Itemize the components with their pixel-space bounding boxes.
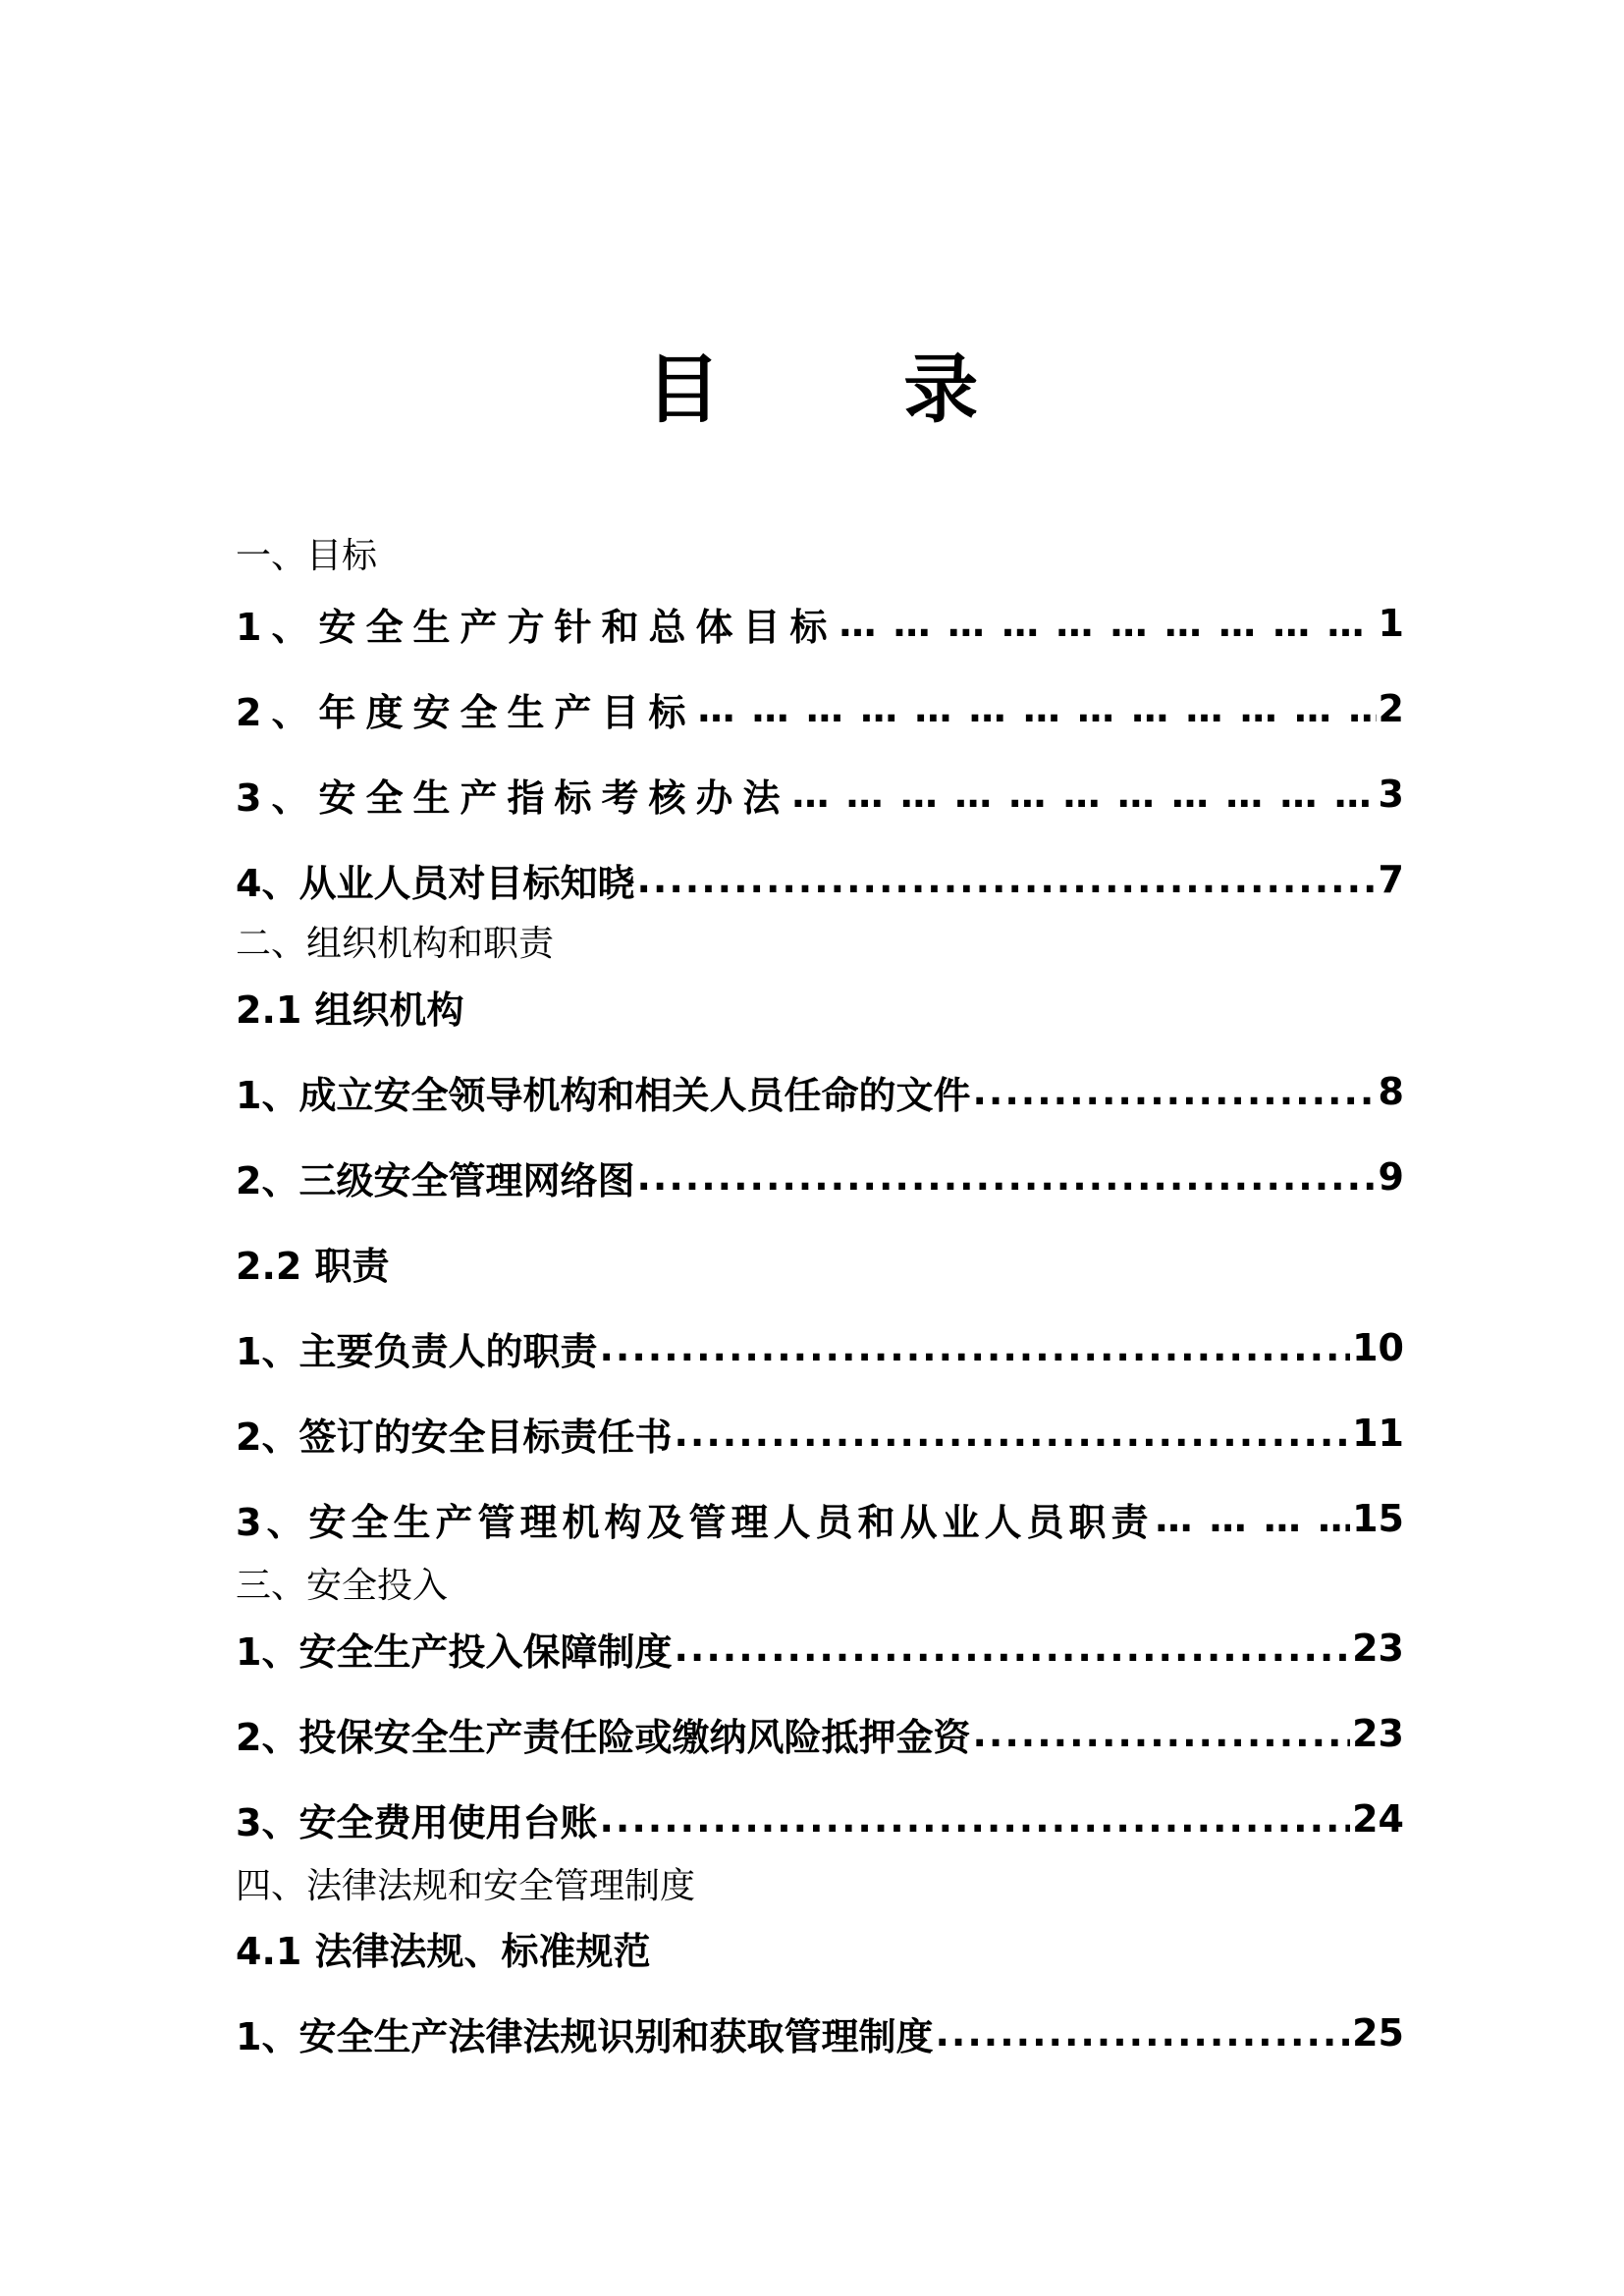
toc-entry[interactable] (236, 767, 1404, 822)
toc-entry-leader (935, 2011, 1350, 2055)
toc-entry-page-number: 10 (1352, 1326, 1404, 1369)
toc-entry-page-number: 23 (1352, 1627, 1404, 1670)
toc-entry-title: 2、签订的安全目标责任书 (236, 1415, 673, 1459)
toc-entry[interactable] (236, 1064, 1404, 1119)
toc-entry[interactable] (236, 1621, 1404, 1676)
toc-entry-page-number: 7 (1378, 858, 1404, 901)
toc-entry-title: 3、安全费用使用台账 (236, 1800, 598, 1844)
toc-entry[interactable] (236, 1149, 1404, 1204)
toc-entry-leader (674, 1627, 1350, 1670)
toc-entry-title: 3、安全生产指标考核办法 (236, 775, 790, 820)
toc-entry-page-number: 24 (1352, 1797, 1404, 1841)
toc-entry-title: 2、年度安全生产目标 (236, 690, 696, 734)
toc-entry-title: 1、主要负责人的职责 (236, 1329, 598, 1373)
toc-entry-leader (636, 858, 1376, 901)
toc-entry-page-number: 8 (1378, 1070, 1404, 1113)
toc-entry-page-number: 23 (1352, 1712, 1404, 1755)
toc-entry-page-number: 9 (1378, 1155, 1404, 1199)
toc-subsection-heading: 2.2 职责 (236, 1244, 390, 1288)
toc-entry-title: 2、投保安全生产责任险或缴纳风险抵押金资 (236, 1715, 971, 1759)
page-title: 目 录 (645, 346, 1057, 433)
toc-entry[interactable] (236, 1406, 1404, 1461)
toc-entry-page-number: 2 (1378, 687, 1404, 730)
toc-entry[interactable] (236, 2005, 1404, 2060)
toc-entry[interactable] (236, 596, 1404, 651)
toc-entry[interactable] (236, 852, 1404, 907)
toc-entry-page-number: 25 (1352, 2011, 1404, 2055)
toc-entry-title: 1、安全生产法律法规识别和获取管理制度 (236, 2014, 934, 2058)
toc-entry-leader (599, 1326, 1350, 1369)
toc-entry-title: 1、成立安全领导机构和相关人员任命的文件 (236, 1073, 971, 1117)
toc-subsection-heading: 2.1 组织机构 (236, 988, 464, 1032)
toc-entry-leader (697, 687, 1376, 730)
toc-entry-title: 4、从业人员对目标知晓 (236, 861, 635, 905)
toc-entry-page-number: 1 (1378, 602, 1404, 645)
toc-entry[interactable] (236, 1320, 1404, 1375)
toc-section-heading: 四、法律法规和安全管理制度 (236, 1865, 696, 1906)
toc-entry-page-number: 11 (1352, 1412, 1404, 1455)
toc-entry-page-number: 3 (1378, 773, 1404, 816)
toc-entry[interactable] (236, 1706, 1404, 1761)
toc-entry-leader (674, 1412, 1350, 1455)
toc-entry-leader (839, 602, 1376, 645)
toc-entry-title: 3、安全生产管理机构及管理人员和从业人员职责 (236, 1500, 1154, 1544)
toc-subsection-heading: 4.1 法律法规、标准规范 (236, 1929, 651, 1973)
toc-entry-leader (636, 1155, 1376, 1199)
toc-entry-title: 2、三级安全管理网络图 (236, 1158, 635, 1202)
toc-entry-leader (972, 1712, 1350, 1755)
toc-entry-page-number: 15 (1352, 1497, 1404, 1540)
toc-entry[interactable] (236, 1791, 1404, 1846)
toc-entry-leader (599, 1797, 1350, 1841)
toc-entry[interactable] (236, 681, 1404, 736)
toc-entry-title: 1、安全生产投入保障制度 (236, 1629, 673, 1674)
toc-entry-leader (972, 1070, 1376, 1113)
toc-entry-leader (1155, 1497, 1350, 1540)
toc-entry[interactable] (236, 1491, 1404, 1546)
toc-section-heading: 二、组织机构和职责 (236, 923, 555, 964)
toc-section-heading: 三、安全投入 (236, 1565, 449, 1606)
toc-entry-title: 1、安全生产方针和总体目标 (236, 605, 838, 649)
toc-section-heading: 一、目标 (236, 535, 378, 576)
toc-entry-leader (791, 773, 1376, 816)
